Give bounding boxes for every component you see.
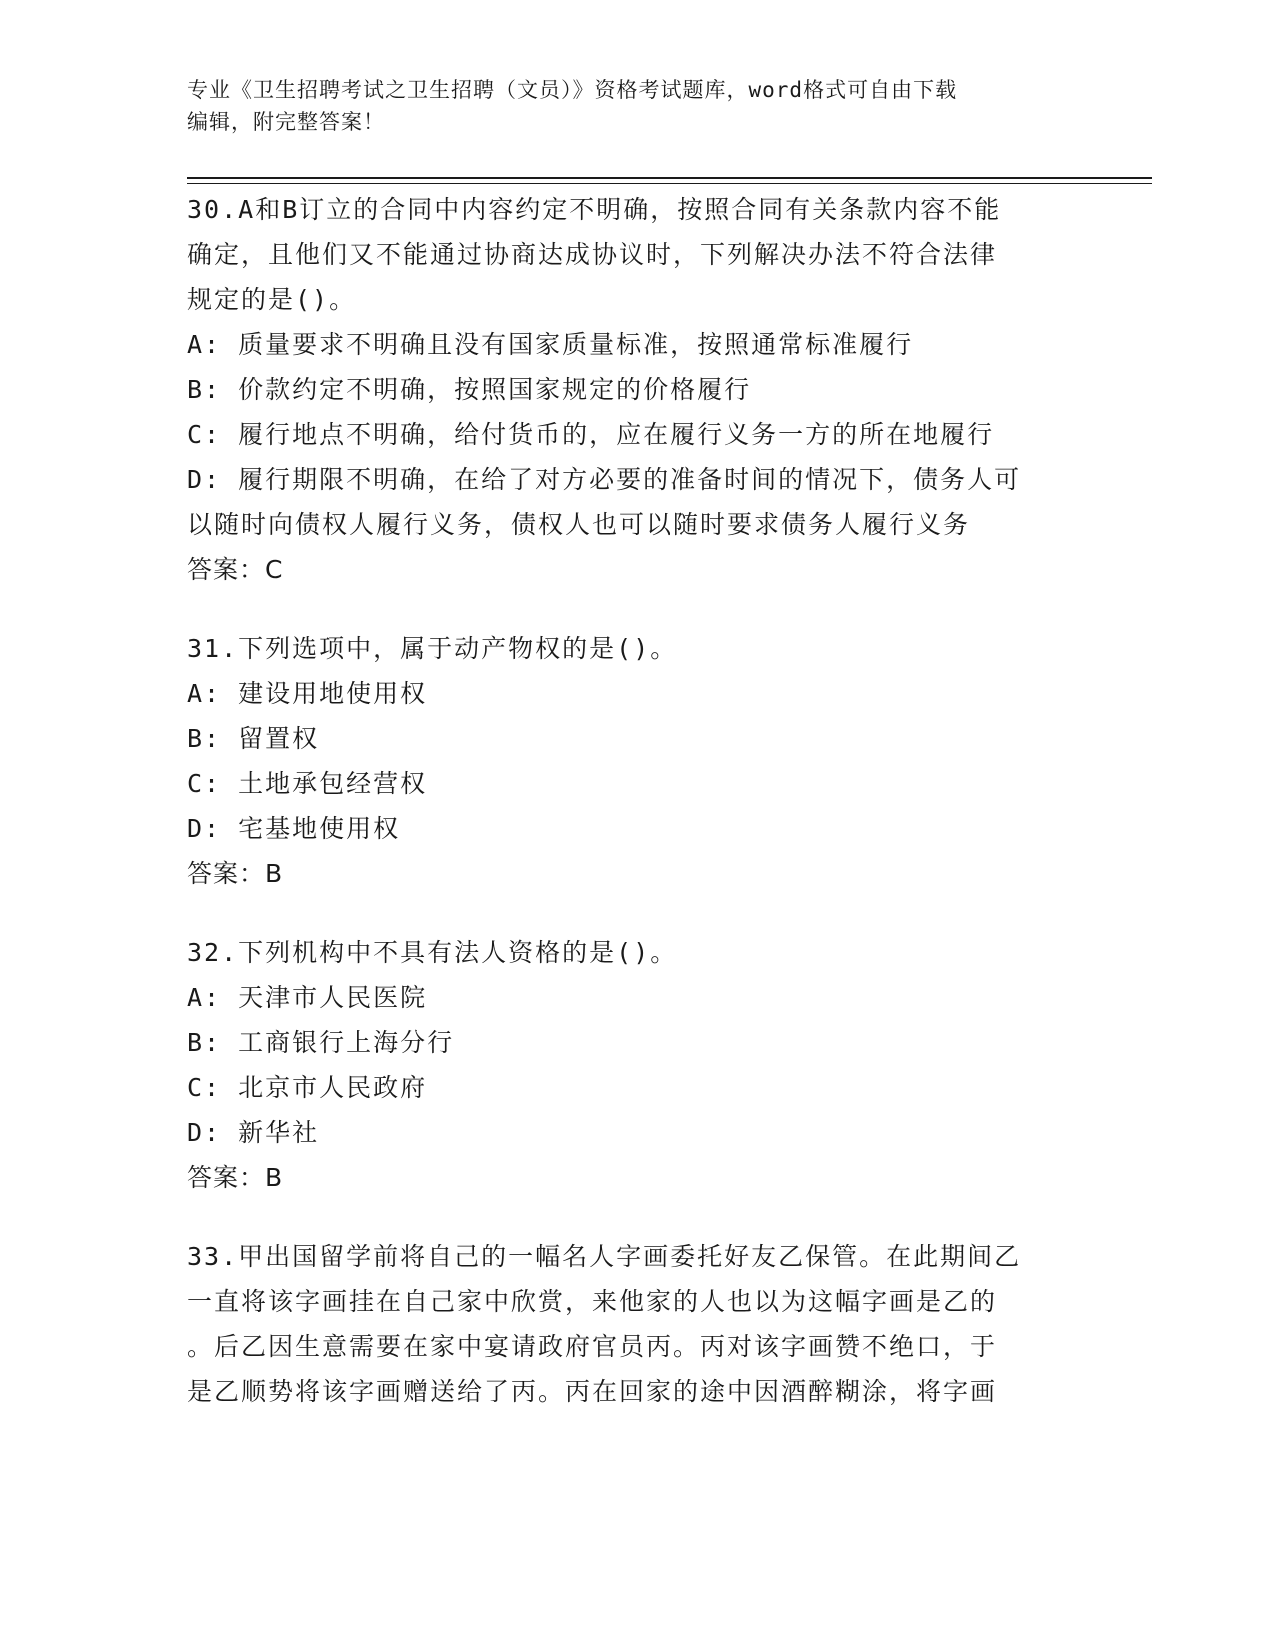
option-a: A: 建设用地使用权 <box>187 679 428 708</box>
option-c: C: 北京市人民政府 <box>187 1073 428 1102</box>
option-c: C: 土地承包经营权 <box>187 769 428 798</box>
option-b: B: 价款约定不明确，按照国家规定的价格履行 <box>187 375 752 404</box>
question-stem-line: 确定，且他们又不能通过协商达成协议时，下列解决办法不符合法律 <box>187 240 998 269</box>
answer-label: 答案： <box>187 859 266 888</box>
question-32 <box>187 930 1067 1200</box>
answer-line <box>187 1155 1067 1200</box>
option-b: B: 留置权 <box>187 724 320 753</box>
answer-label: 答案： <box>187 555 266 584</box>
question-stem-line: 规定的是()。 <box>187 285 357 314</box>
question-31 <box>187 626 1067 896</box>
answer-value: B <box>265 859 284 888</box>
option-a: A: 天津市人民医院 <box>187 983 428 1012</box>
option-d: D: 宅基地使用权 <box>187 814 401 843</box>
answer-label: 答案： <box>187 1163 266 1192</box>
question-stem-line: 31.下列选项中，属于动产物权的是()。 <box>187 634 678 663</box>
answer-line <box>187 851 1067 896</box>
option-a: A: 质量要求不明确且没有国家质量标准，按照通常标准履行 <box>187 330 914 359</box>
option-d-continued: 以随时向债权人履行义务，债权人也可以随时要求债务人履行义务 <box>187 510 971 539</box>
option-c: C: 履行地点不明确，给付货币的，应在履行义务一方的所在地履行 <box>187 420 995 449</box>
answer-line <box>187 547 1067 592</box>
header-divider-thin <box>187 183 1152 184</box>
option-b: B: 工商银行上海分行 <box>187 1028 455 1057</box>
option-d: D: 履行期限不明确，在给了对方必要的准备时间的情况下，债务人可 <box>187 465 1022 494</box>
question-33 <box>187 1234 1067 1414</box>
header-line-2: 编辑，附完整答案！ <box>187 110 385 134</box>
header-divider-thick <box>187 177 1152 179</box>
question-list <box>187 187 1067 1448</box>
question-stem-line: 30.A和B订立的合同中内容约定不明确，按照合同有关条款内容不能 <box>187 195 1002 224</box>
answer-value: C <box>265 555 284 584</box>
answer-value: B <box>265 1163 284 1192</box>
option-d: D: 新华社 <box>187 1118 320 1147</box>
question-stem-line: 33.甲出国留学前将自己的一幅名人字画委托好友乙保管。在此期间乙 <box>187 1242 1022 1271</box>
question-stem-line: 32.下列机构中不具有法人资格的是()。 <box>187 938 678 967</box>
question-stem-line: 一直将该字画挂在自己家中欣赏，来他家的人也以为这幅字画是乙的 <box>187 1287 998 1316</box>
header-line-1: 专业《卫生招聘考试之卫生招聘（文员）》资格考试题库，word格式可自由下载 <box>187 78 958 102</box>
question-stem-line: 。后乙因生意需要在家中宴请政府官员丙。丙对该字画赞不绝口，于 <box>187 1332 998 1361</box>
question-30 <box>187 187 1067 592</box>
question-stem-line: 是乙顺势将该字画赠送给了丙。丙在回家的途中因酒醉糊涂，将字画 <box>187 1377 998 1406</box>
document-header <box>187 74 1067 138</box>
